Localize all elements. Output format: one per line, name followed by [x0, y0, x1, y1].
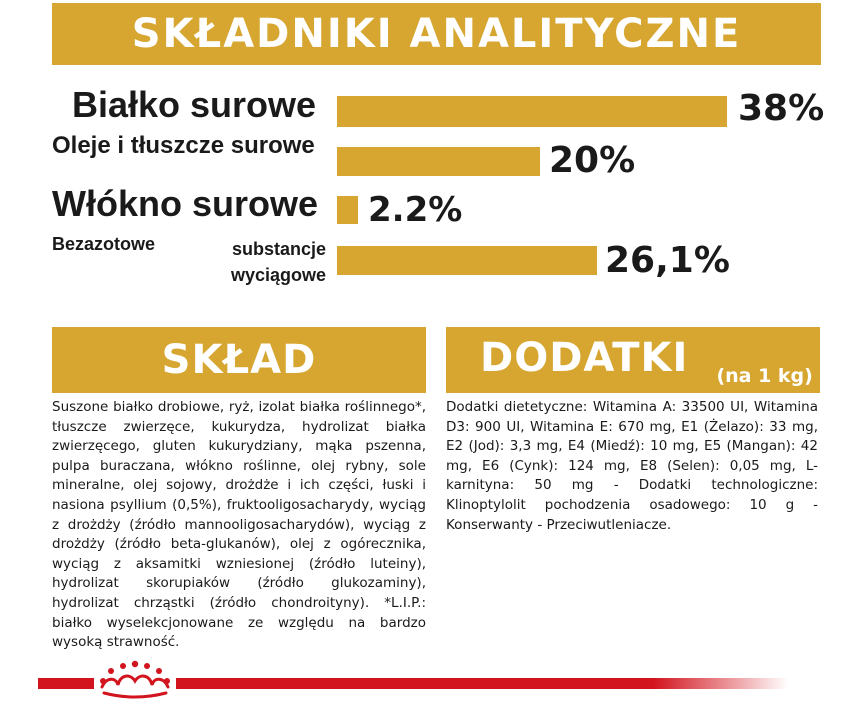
additives-title: DODATKI — [480, 335, 689, 381]
fiber-label: Włókno surowe — [52, 183, 319, 224]
composition-header-banner — [52, 327, 426, 393]
protein-bar — [337, 96, 727, 127]
analytics-title: SKŁADNIKI ANALITYCZNE — [131, 11, 742, 57]
fat-label: Oleje i tłuszcze surowe — [52, 132, 315, 159]
fiber-bar — [337, 196, 358, 224]
protein-label: Białko surowe — [72, 84, 317, 125]
royal-canin-crown-icon — [94, 657, 176, 702]
analytics-header-banner — [52, 3, 821, 65]
nfe-label-part1: Bezazotowe — [52, 234, 156, 254]
nfe-label-part2: substancje wyciągowe — [230, 239, 326, 285]
nfe-bar — [337, 246, 597, 275]
protein-value: 38% — [738, 88, 825, 129]
additives-text: Dodatki dietetyczne: Witamina A: 33500 UI, Witamina D3: 900 UI, Witamina E: 670 mg, E1 (Żelazo): 33 mg, E2 (Jod): 3,3 mg, E4 (Miedź): 10 mg, E5 (Mangan): 42 mg, E6 (Cynk): 124 mg, E8 (Selen): 0,05 mg, L-karnityna: 50 mg - Dodatki technologiczne: Klinoptylolit pochodzenia osadowego: 10 g - Konserwanty - Przeciwutleniacze. — [446, 399, 818, 533]
fat-bar — [337, 147, 540, 176]
additives-header-banner — [446, 327, 820, 393]
composition-title: SKŁAD — [161, 337, 317, 383]
additives-subtitle: (na 1 kg) — [716, 365, 813, 387]
composition-text: Suszone białko drobiowe, ryż, izolat białka roślinnego*, tłuszcze zwierzęce, kukurydza, hydrolizat białka zwierzęcego, gluten kukurydziany, mąka pszenna, pulpa buraczana, włókno roślinne, olej rybny, sole mineralne, olej sojowy, drożdże i ich części, łuski i nasiona psyllium (0,5%), fruktooligosacharydy, wyciąg z drożdży (źródło mannooligosacharydów), wyciąg z drożdży (źródło beta-glukanów), olej z ogórecznika, wyciąg z aksamitki wzniesionej (źródło luteiny), hydrolizat skorupiaków (źródło glukozaminy), hydrolizat chrząstki (źródło chondroityny). *L.I.P.: białko wyselekcjonowane ze względu na bardzo wysoką strawność. — [52, 399, 426, 651]
fat-value: 20% — [549, 140, 636, 181]
nfe-value: 26,1% — [605, 240, 730, 281]
fiber-value: 2.2% — [368, 190, 463, 230]
